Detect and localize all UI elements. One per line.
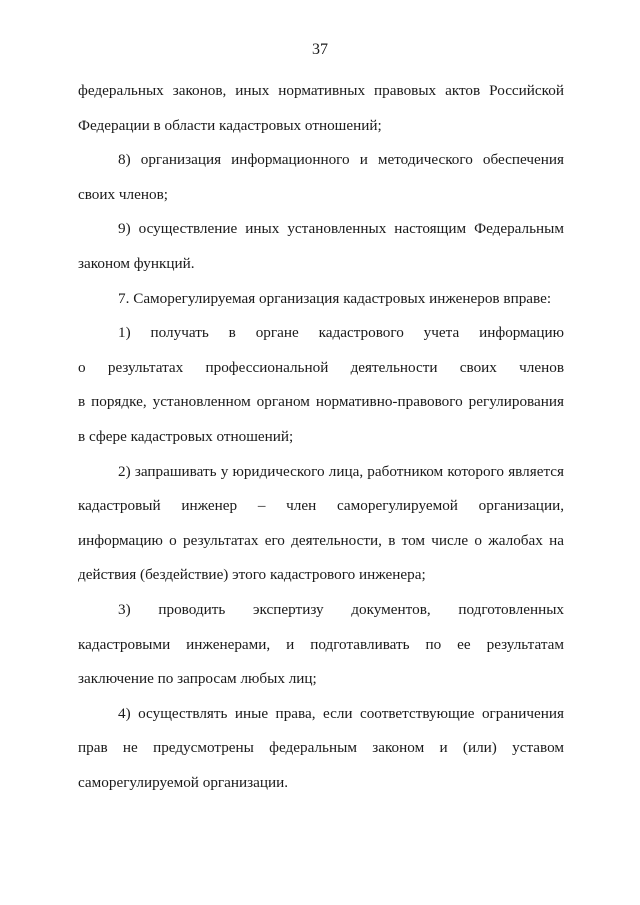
text-line: 9) осуществление иных установленных настоящим Федеральным [118, 220, 564, 238]
text-line: кадастровый инженер – член саморегулируемой организации, [78, 497, 564, 515]
list-item-2 [78, 455, 564, 593]
page-number: 37 [312, 41, 328, 58]
text-line: в сфере кадастровых отношений; [78, 427, 294, 445]
list-item-1 [78, 316, 564, 454]
list-item-3 [78, 593, 564, 697]
text-line: Федерации в области кадастровых отношений; [78, 116, 382, 134]
document-body [78, 74, 564, 800]
list-item-4 [78, 697, 564, 801]
text-line: кадастровыми инженерами, и подготавливать по ее результатам [78, 635, 564, 653]
text-line: 7. Саморегулируемая организация кадастровых инженеров вправе: [118, 289, 552, 307]
list-item-8 [78, 143, 564, 212]
section-7-heading [78, 282, 564, 317]
text-line: информацию о результатах его деятельности, в том числе о жалобах на [78, 531, 564, 549]
text-line: заключение по запросам любых лиц; [78, 670, 317, 688]
text-line: 3) проводить экспертизу документов, подготовленных [118, 600, 564, 618]
text-line: законом функций. [78, 254, 195, 272]
text-line: о результатах профессиональной деятельности своих членов [78, 358, 564, 376]
text-line: саморегулируемой организации. [78, 773, 289, 791]
text-line: в порядке, установленном органом нормативно-правового регулирования [78, 393, 564, 411]
text-line: своих членов; [78, 185, 168, 203]
text-line: действия (бездействие) этого кадастрового инженера; [78, 566, 426, 584]
text-line: 2) запрашивать у юридического лица, работником которого является [118, 462, 564, 480]
text-line: 1) получать в органе кадастрового учета информацию [118, 324, 564, 342]
text-line: прав не предусмотрены федеральным законом и (или) уставом [78, 739, 564, 757]
text-line: федеральных законов, иных нормативных правовых актов Российской [78, 82, 564, 99]
text-line: 8) организация информационного и методического обеспечения [118, 151, 564, 169]
paragraph-continuation [78, 74, 564, 143]
list-item-9 [78, 212, 564, 281]
text-line: 4) осуществлять иные права, если соответствующие ограничения [118, 704, 564, 722]
